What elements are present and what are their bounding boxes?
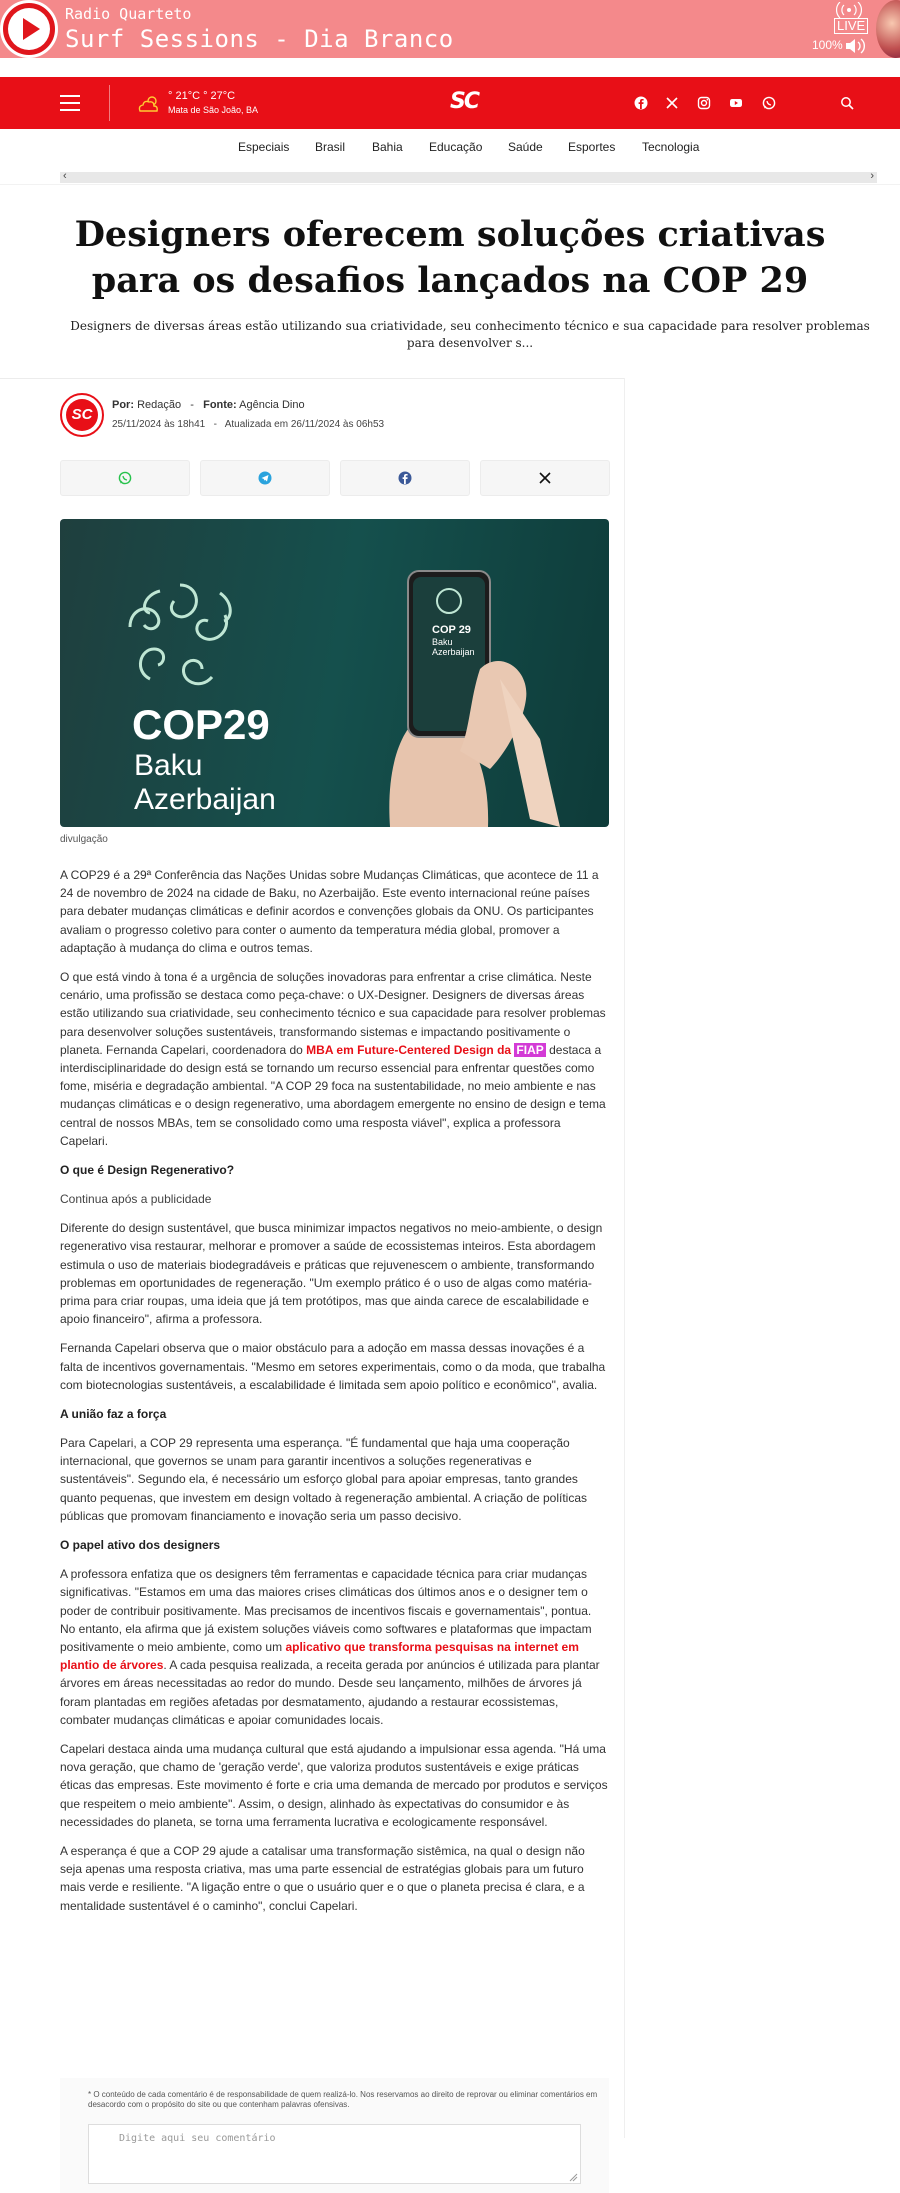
paragraph: A COP29 é a 29ª Conferência das Nações Unidas sobre Mudanças Climáticas, que acontece de 11 a 24 de novembro de 2024 na cidade de Baku, no Azerbaijão. Este evento internacional reúne países para debater mudanças climáticas e definir acordos e convenções globais da ONU. Os participantes avaliam o progresso coletivo para conter o aumento da temperatura média global, promover a adaptação à mudança do clima e outros temas. xyxy=(60,868,599,955)
cloud-sun-icon xyxy=(135,93,163,115)
volume-icon[interactable] xyxy=(844,37,866,55)
site-logo[interactable]: SC xyxy=(450,89,478,114)
radio-player-bar xyxy=(0,0,900,58)
article-subtitle: Designers de diversas áreas estão utilizando sua criatividade, seu conhecimento técnico e sua capacidade para resolver problemas para desenvolver s... xyxy=(70,319,870,350)
paragraph: Diferente do design sustentável, que busca minimizar impactos negativos no meio-ambiente, o design regenerativo visa restaurar, melhorar e promover a saúde de ecossistemas inteiros. Esta abordagem estimula o uso de materiais biodegradáveis e práticas que rejuvenescem o ambiente, transformando problemas em oportunidades de regeneração. "Um exemplo prático é o uso de algas como matéria-prima para criar roupas, uma ideia que já tem protótipos, mas que ainda carece de escalabilidade e apoio financeiro", afirma a professora. xyxy=(60,1221,603,1327)
nav-item-educacao[interactable]: Educação xyxy=(429,140,483,154)
ad-notice: Continua após a publicidade xyxy=(60,1192,212,1207)
header-divider-line xyxy=(0,378,625,379)
author-avatar: SC xyxy=(60,393,104,437)
author-label: Por: xyxy=(112,399,134,411)
radio-station-name: Radio Quarteto xyxy=(65,5,192,23)
menu-icon[interactable] xyxy=(60,95,80,111)
x-icon[interactable] xyxy=(665,96,679,110)
paragraph: O que está vindo à tona é a urgência de soluções inovadoras para enfrentar a crise climática. Neste cenário, uma profissão se destaca como peça-chave: o UX-Designer. Designers de diversas áreas estão utilizando sua criatividade, seu conhecimento técnico e sua capacidade para resolver problemas para desenvolver soluções sustentáveis, transformando sistemas e impactando positivamente o planeta. Fernanda Capelari, coordenadora do MBA em Future-Centered Design da FIAP destaca a interdisciplinaridade do design está se tornando um recurso essencial para enfrentar questões como fome, miséria e degradação ambiental. "A COP 29 foca na sustentabilidade, no meio ambiente e nas mudanças climáticas e o design regenerativo, uma abordagem emergente no ensino de design e tema central de nossos MBAs, tem se consolidado como uma resposta viável", explica a professora Capelari. xyxy=(60,970,606,1148)
nav-item-tecnologia[interactable]: Tecnologia xyxy=(642,140,700,154)
cop29-city: Baku xyxy=(134,749,203,782)
cop29-logo-text: COP29 xyxy=(132,701,270,748)
nav-scrollbar[interactable] xyxy=(60,172,877,183)
site-header xyxy=(0,77,900,129)
weather-temperatures: ° 21°C ° 27°C xyxy=(168,90,236,102)
whatsapp-icon xyxy=(118,471,132,485)
scroll-left-arrow[interactable]: ‹ xyxy=(63,170,67,182)
source-label: Fonte: xyxy=(203,399,237,411)
paragraph: Fernanda Capelari observa que o maior obstáculo para a adoção em massa dessas inovações é a falta de incentivos governamentais. "Mesmo em setores experimentais, como o da moda, que trabalha com biotecnologias sustentáveis, a escalabilidade é limitada sem apoio político e econômico", avalia. xyxy=(60,1341,606,1392)
section-heading: O que é Design Regenerativo? xyxy=(60,1163,235,1178)
play-button[interactable] xyxy=(0,0,58,58)
app-link[interactable]: aplicativo que transforma pesquisas na internet em plantio de árvores xyxy=(60,1639,579,1673)
cop29-country: Azerbaijan xyxy=(134,783,276,816)
article-body xyxy=(60,866,609,1926)
nav-item-bahia[interactable]: Bahia xyxy=(372,140,403,154)
paragraph: A professora enfatiza que os designers têm ferramentas e capacidade técnica para criar mudanças significativas. "Estamos em uma das maiores crises climáticas dos últimos anos e o designer tem o poder de contribuir positivamente. Mas precisamos de incentivos fiscais e governamentais", pontua. No entanto, ela afirma que já existem soluções viáveis como softwares e plataformas que impactam positivamente o meio ambiente, como um aplicativo que transforma pesquisas na internet em plantio de árvores. A cada pesquisa realizada, a receita gerada por anúncios é utilizada para plantar árvores em áreas necessitadas ao redor do mundo. Desde seu lançamento, milhões de árvores já foram plantadas em regiões afetadas por desmatamento, ajudando a restaurar ecossistemas, combater mudanças climáticas e apoiar comunidades locais. xyxy=(60,1567,600,1727)
share-facebook-button[interactable] xyxy=(340,460,470,496)
volume-level: 100% xyxy=(812,38,843,52)
phone-city: Baku xyxy=(432,637,453,647)
article-image xyxy=(60,519,609,827)
weather-location: Mata de São João, BA xyxy=(168,105,259,115)
whatsapp-icon[interactable] xyxy=(762,96,776,110)
share-whatsapp-button[interactable] xyxy=(60,460,190,496)
share-x-button[interactable] xyxy=(480,460,610,496)
nav-item-saude[interactable]: Saúde xyxy=(508,140,543,154)
resize-handle-icon[interactable] xyxy=(568,2172,578,2182)
search-icon[interactable] xyxy=(840,96,854,110)
phone-country: Azerbaijan xyxy=(432,647,475,657)
facebook-icon[interactable] xyxy=(634,96,648,110)
source-name: Agência Dino xyxy=(239,399,305,411)
byline: Por: Redação - Fonte: Agência Dino xyxy=(112,399,305,411)
article-title: Designers oferecem soluções criativas para os desafios lançados na COP 29 xyxy=(74,214,826,301)
share-telegram-button[interactable] xyxy=(200,460,330,496)
album-cover xyxy=(876,0,900,58)
paragraph: Para Capelari, a COP 29 representa uma esperança. "É fundamental que haja uma cooperação internacional, que governos se unam para garantir incentivos a soluções regenerativas e sustentáveis". Segundo ela, é necessário um esforço global para apoiar empresas, tanto grandes quanto pequenas, que investem em design voltado à regeneração ambiental. A criação de políticas públicas que promovam financiamento e inovação seria um passo decisivo. xyxy=(60,1436,588,1523)
comment-section xyxy=(60,2078,609,2193)
sidebar-divider xyxy=(624,378,625,2138)
nav-item-especiais[interactable]: Especiais xyxy=(238,140,290,154)
scroll-right-arrow[interactable]: › xyxy=(870,170,874,182)
phone-logo-text: COP 29 xyxy=(432,624,471,636)
comment-disclaimer: * O conteúdo de cada comentário é de responsabilidade de quem realizá-lo. Nos reservamos ao direito de reprovar ou eliminar comentários em desacordo com o propósito do site ou que contenham palavras ofensivas. xyxy=(88,2090,598,2109)
nav-item-esportes[interactable]: Esportes xyxy=(568,140,616,154)
updated-date: Atualizada em 26/11/2024 às 06h53 xyxy=(224,419,385,430)
telegram-icon xyxy=(258,471,272,485)
play-icon xyxy=(8,8,50,50)
section-heading: O papel ativo dos designers xyxy=(60,1538,221,1553)
nav-item-brasil[interactable]: Brasil xyxy=(315,140,346,154)
fiap-highlight: FIAP xyxy=(516,1042,544,1057)
cop29-illustration xyxy=(60,519,609,827)
facebook-icon xyxy=(398,471,412,485)
x-icon xyxy=(539,472,551,484)
image-caption: divulgação xyxy=(60,834,108,845)
article-dates: 25/11/2024 às 18h41 - Atualizada em 26/11/2024 às 06h53 xyxy=(112,419,385,430)
radio-show-title: Surf Sessions - Dia Branco xyxy=(65,25,454,53)
published-date: 25/11/2024 às 18h41 xyxy=(112,419,206,430)
nav-divider xyxy=(0,184,900,185)
instagram-icon[interactable] xyxy=(697,96,711,110)
mba-link[interactable]: MBA em Future-Centered Design da xyxy=(306,1042,515,1057)
header-divider xyxy=(109,85,110,121)
broadcast-icon xyxy=(836,2,862,18)
live-badge: LIVE xyxy=(834,18,868,34)
paragraph: A esperança é que a COP 29 ajude a catalisar uma transformação sistêmica, na qual o design não seja apenas uma resposta criativa, mas uma parte essencial de estratégias globais para um futuro mais verde e resiliente. "A ligação entre o que o usuário quer e o que o planeta precisa é clara, e a mentalidade sustentável é o caminho", conclui Capelari. xyxy=(60,1843,585,1913)
section-heading: A união faz a força xyxy=(60,1407,167,1422)
comment-textarea[interactable]: Digite aqui seu comentário xyxy=(88,2124,581,2184)
category-nav xyxy=(0,140,900,160)
paragraph: Capelari destaca ainda uma mudança cultural que está ajudando a impulsionar essa agenda. "Há uma nova geração, que chamo de 'geração verde', que valoriza produtos sustentáveis e exige práticas éticas das empresas. Este movimento é forte e cria uma demanda de mercado por produtos e serviços que respeitem o meio ambiente". Assim, o design, alinhado às expectativas do consumidor e às necessidades do planeta, se torna uma ferramenta lucrativa e ecologicamente responsável. xyxy=(60,1741,608,1829)
author-name: Redação xyxy=(137,399,182,411)
youtube-icon[interactable] xyxy=(729,96,743,110)
